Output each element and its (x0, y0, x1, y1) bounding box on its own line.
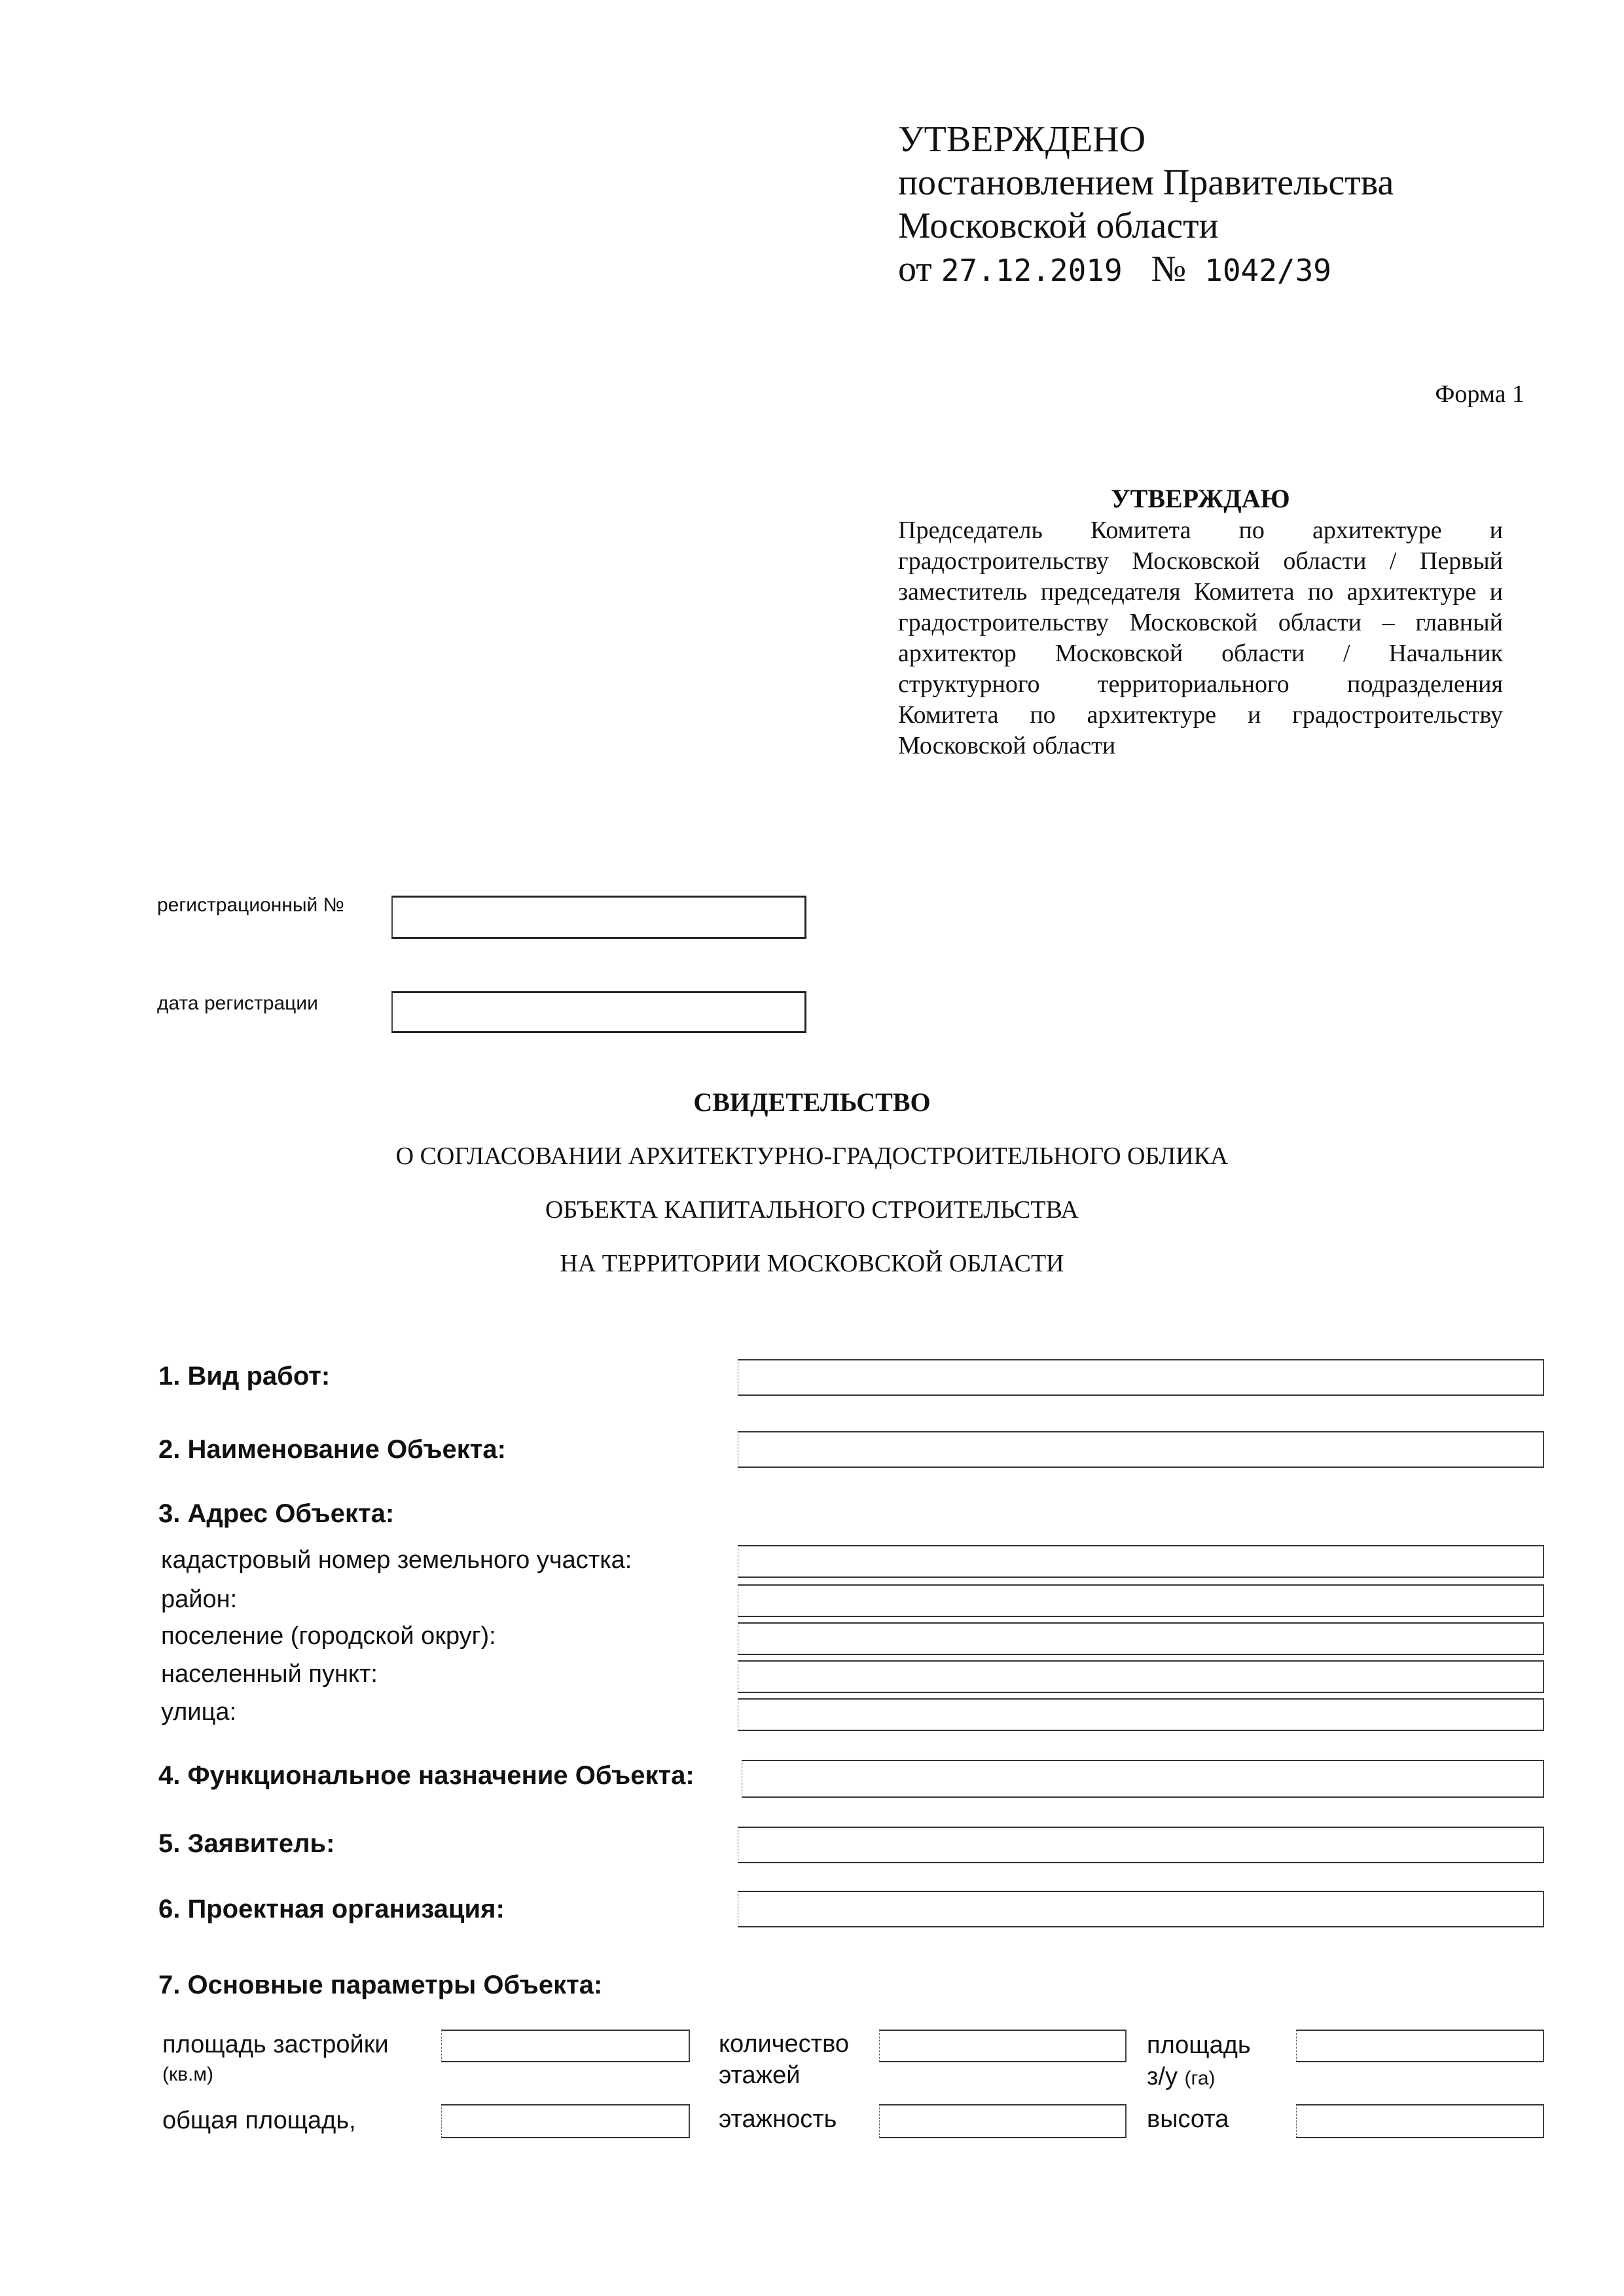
approve-heading: УТВЕРЖДАЮ (1111, 484, 1290, 513)
storeys-field[interactable] (879, 2104, 1127, 2138)
section-applicant: 5. Заявитель: (158, 1829, 335, 1858)
settlement-label: поселение (городской округ): (161, 1622, 496, 1650)
floors-count-label (719, 2028, 849, 2091)
approved-decree: постановлением Правительства (898, 162, 1394, 203)
street-field[interactable] (738, 1698, 1544, 1731)
total-area-field[interactable] (441, 2104, 690, 2138)
section-design-organization: 6. Проектная организация: (158, 1895, 505, 1923)
land-area-label (1147, 2030, 1251, 2094)
registration-date-field[interactable] (391, 991, 806, 1033)
section-object-name: 2. Наименование Объекта: (158, 1435, 506, 1464)
settlement-field[interactable] (738, 1622, 1544, 1655)
form-label: Форма 1 (1435, 380, 1525, 408)
registration-number-field[interactable] (391, 896, 806, 939)
decree-date: 27.12.2019 (941, 253, 1123, 288)
registration-date-label: дата регистрации (157, 993, 318, 1014)
land-area-text-2: з/у (1147, 2063, 1178, 2090)
document-title: СВИДЕТЕЛЬСТВО (693, 1087, 931, 1117)
district-label: район: (161, 1586, 238, 1613)
approved-heading: УТВЕРЖДЕНО (898, 119, 1146, 160)
street-label: улица: (161, 1698, 237, 1726)
document-subtitle-1: О СОГЛАСОВАНИИ АРХИТЕКТУРНО-ГРАДОСТРОИТЕЛЬНОГО ОБЛИКА (395, 1142, 1229, 1170)
approve-block (898, 483, 1503, 761)
floors-count-text-2: этажей (719, 2062, 801, 2089)
built-area-field[interactable] (441, 2030, 690, 2062)
section-functional-purpose: 4. Функциональное назначение Объекта: (158, 1761, 695, 1790)
section-object-address: 3. Адрес Объекта: (158, 1499, 395, 1528)
cadastral-number-field[interactable] (738, 1545, 1544, 1578)
number-sign: № (1151, 249, 1187, 289)
locality-field[interactable] (738, 1660, 1544, 1693)
built-area-unit: (кв.м) (162, 2064, 214, 2085)
total-area-label: общая площадь, (162, 2107, 356, 2134)
approve-signatory-text: Председатель Комитета по архитектуре и градостроительству Московской области / Первый заместитель председателя Комитета по архитектуре и градостроительству Московской области – главный архитектор Московской области / Начальник структурного территориального подразделения Комитета по архитектуре и градостроительству Московской области (898, 517, 1503, 759)
land-area-unit: (га) (1184, 2068, 1216, 2089)
cadastral-number-label: кадастровый номер земельного участка: (161, 1546, 632, 1574)
applicant-field[interactable] (738, 1827, 1544, 1863)
approved-date-line (898, 247, 1394, 292)
registration-number-label: регистрационный № (157, 894, 344, 916)
approved-region: Московской области (898, 206, 1219, 246)
section-work-type: 1. Вид работ: (158, 1362, 331, 1391)
approval-stamp (898, 118, 1394, 292)
functional-purpose-field[interactable] (742, 1760, 1544, 1798)
height-field[interactable] (1296, 2104, 1544, 2138)
floors-count-text-1: количество (719, 2030, 849, 2058)
design-organization-field[interactable] (738, 1891, 1544, 1927)
district-field[interactable] (738, 1584, 1544, 1617)
locality-label: населенный пункт: (161, 1660, 378, 1688)
floors-count-field[interactable] (879, 2030, 1127, 2062)
document-subtitle-3: НА ТЕРРИТОРИИ МОСКОВСКОЙ ОБЛАСТИ (560, 1250, 1064, 1277)
storeys-label: этажность (719, 2105, 837, 2133)
document-subtitle-2: ОБЪЕКТА КАПИТАЛЬНОГО СТРОИТЕЛЬСТВА (545, 1196, 1079, 1224)
height-label: высота (1147, 2105, 1229, 2133)
work-type-field[interactable] (738, 1359, 1544, 1396)
land-area-text-1: площадь (1147, 2032, 1251, 2059)
decree-number: 1042/39 (1204, 253, 1331, 288)
object-name-field[interactable] (738, 1431, 1544, 1468)
section-main-parameters: 7. Основные параметры Объекта: (158, 1971, 603, 1999)
built-area-text: площадь застройки (162, 2031, 389, 2058)
date-prefix: от (898, 249, 932, 289)
built-area-label (162, 2031, 389, 2087)
land-area-field[interactable] (1296, 2030, 1544, 2062)
